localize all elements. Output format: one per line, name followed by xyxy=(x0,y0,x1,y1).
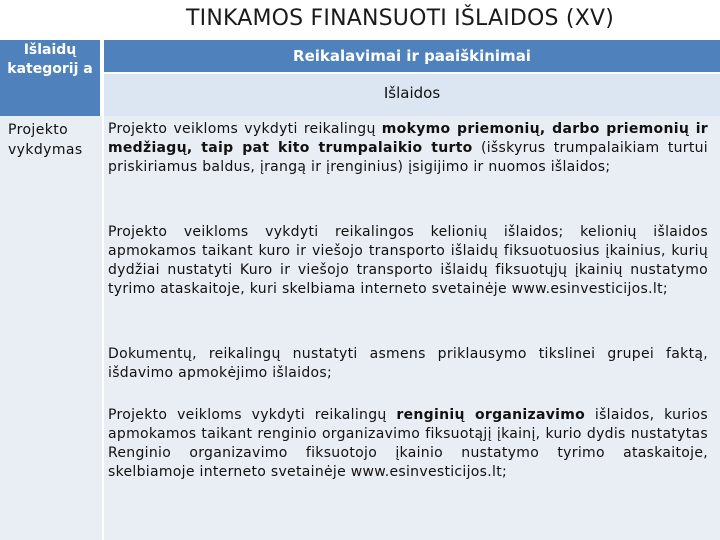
paragraph-text-bold: mokymo priemonių, darbo priemonių ir medžiagų, taip pat kito trumpalaikio turto xyxy=(108,121,708,156)
expense-paragraph xyxy=(108,345,708,383)
paragraph-text: (išskyrus trumpalaikiam turtui priskiriamus baldus, įrangą ir įrenginius) įsigijimo ir nuomos išlaidos; xyxy=(108,140,708,175)
expense-paragraph xyxy=(108,223,708,299)
category-label: Projekto vykdymas xyxy=(8,122,83,158)
paragraph-text: Projekto veikloms vykdyti reikalingų xyxy=(108,121,382,137)
category-column xyxy=(0,116,102,540)
column-divider xyxy=(102,40,104,540)
paragraph-text: Projekto veikloms vykdyti reikalingos kelionių išlaidos; kelionių išlaidos apmokamos taikant kuro ir viešojo transporto išlaidų fiksuotuosius įkainius, kurių dydžiai nustatyti Kuro ir viešojo transporto išlaidų fiksuotųjų įkainių nustatymo tyrimo ataskaitoje, kuri skelbiama interneto svetainėje www.esinvesticijos.lt; xyxy=(108,224,708,297)
paragraph-text: Projekto veikloms vykdyti reikalingų xyxy=(108,407,397,423)
requirements-header: Reikalavimai ir paaiškinimai xyxy=(104,40,720,72)
expense-paragraph xyxy=(108,120,708,177)
expenses-subheader: Išlaidos xyxy=(104,72,720,118)
paragraph-text-bold: renginių organizavimo xyxy=(396,407,586,423)
paragraph-text: Dokumentų, reikalingų nustatyti asmens priklausymo tikslinei grupei faktą, išdavimo apmokėjimo išlaidos; xyxy=(108,346,708,381)
slide-title: TINKAMOS FINANSUOTI IŠLAIDOS (XV) xyxy=(186,6,614,31)
expense-paragraph xyxy=(108,406,708,482)
paragraph-text: išlaidos, kurios apmokamos taikant renginio organizavimo fiksuotąjį įkainį, kurio dydis nustatytas Renginio organizavimo fiksuotojo įkainio nustatymo tyrimo ataskaitoje, skelbiamoje interneto svetainėje www.esinvesticijos.lt; xyxy=(108,407,709,480)
category-header: Išlaidų kategorij a xyxy=(0,40,100,116)
